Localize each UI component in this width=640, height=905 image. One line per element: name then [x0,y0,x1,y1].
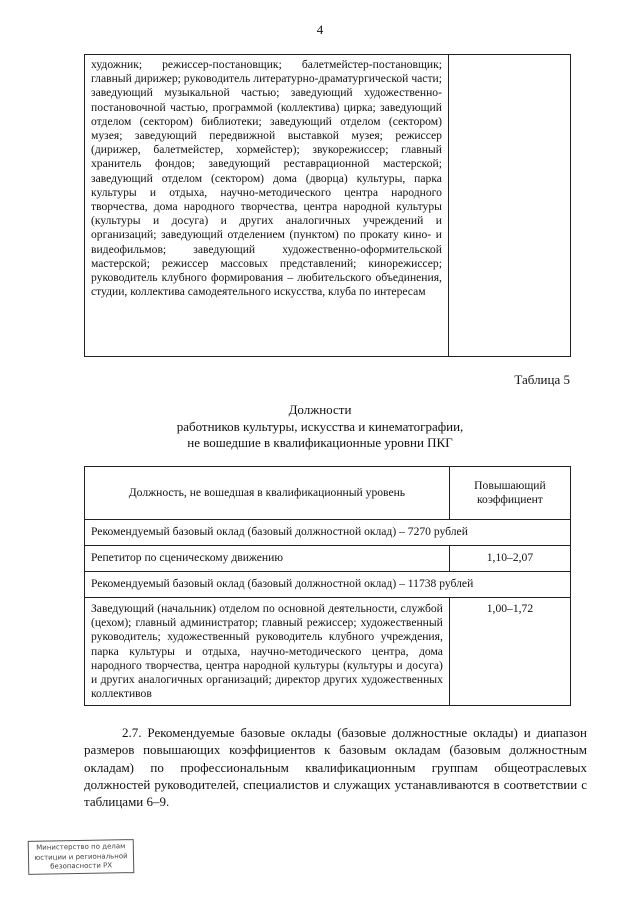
table-row [85,572,571,598]
position-cell: Репетитор по сценическому движению [85,546,450,572]
table-row [85,598,571,706]
table-row [85,520,571,546]
page-number: 4 [316,22,324,37]
position-list-cell: художник; режиссер-постановщик; балетмейстер-постановщик; главный дирижер; руководитель литературно-драматургической части; заведующий музыкальной частью; заведующий художественно-постановочной частью, программой (коллектива) цирка; заведующий отделом (сектором) библиотеки; заведующий отделом (сектором) музея; заведующий передвижной выставкой музея; режиссер (дирижер, балетмейстер, хормейстер); звукорежиссер; главный хранитель фондов; заведующий реставрационной мастерской; заведующий отделом (сектором) дома (дворца) культуры, парка культуры и отдыха, научно-методического центра народного творчества, дома народного творчества, центра народной культуры (культуры и досуга) и других аналогичных учреждений и организаций; заведующий отделением (пунктом) по прокату кино- и видеофильмов; заведующий художественно-оформительской мастерской; режиссер массовых представлений; кинорежиссер; руководитель клубного формирования – любительского объединения, студии, коллектива самодеятельного искусства, клуба по интересам [85,55,449,357]
table-title [0,402,640,452]
table-header-row [85,467,571,520]
stamp-line: юстиции и региональной [34,851,128,862]
column-header-position: Должность, не вошедшая в квалификационный уровень [85,467,450,520]
table-title-line: не вошедшие в квалификационные уровни ПКГ [187,435,453,450]
column-header-coefficient: Повышающий коэффициент [449,467,570,520]
table-title-line: работников культуры, искусства и кинематографии, [176,418,464,434]
paragraph-text: 2.7. Рекомендуемые базовые оклады (базовые должностные оклады) и диапазон размеров повышающих коэффициентов к базовым окладам (базовым должностным окладам) по профессиональным квалификационным группам общеотраслевых должностей руководителей, специалистов и служащих устанавливаются в соответствии с таблицами 6–9. [84,725,587,810]
coefficient-cell: 1,10–2,07 [449,546,570,572]
positions-table [84,466,571,706]
table-title-line: Должности [288,402,352,417]
empty-coefficient-cell [448,55,570,357]
body-paragraph [84,724,587,810]
table-row [85,55,571,357]
registration-stamp [28,839,135,875]
coefficient-cell: 1,00–1,72 [449,598,570,706]
table-row [85,546,571,572]
continuation-table [84,54,571,357]
table-label: Таблица 5 [514,372,570,387]
position-cell: Заведующий (начальник) отделом по основной деятельности, службой (цехом); главный администратор; главный режиссер; художественный руководитель; художественный руководитель клубного учреждения, парка культуры и отдыха, научно-методического центра, дома народного творчества, центра народной культуры (культуры и досуга) и других аналогичных организаций; директор других художественных коллективов [85,598,450,706]
stamp-line: безопасности РХ [50,861,113,871]
salary-row: Рекомендуемый базовый оклад (базовый должностной оклад) – 11738 рублей [85,572,571,598]
stamp-line: Министерство по делам [36,842,126,852]
salary-row: Рекомендуемый базовый оклад (базовый должностной оклад) – 7270 рублей [85,520,571,546]
